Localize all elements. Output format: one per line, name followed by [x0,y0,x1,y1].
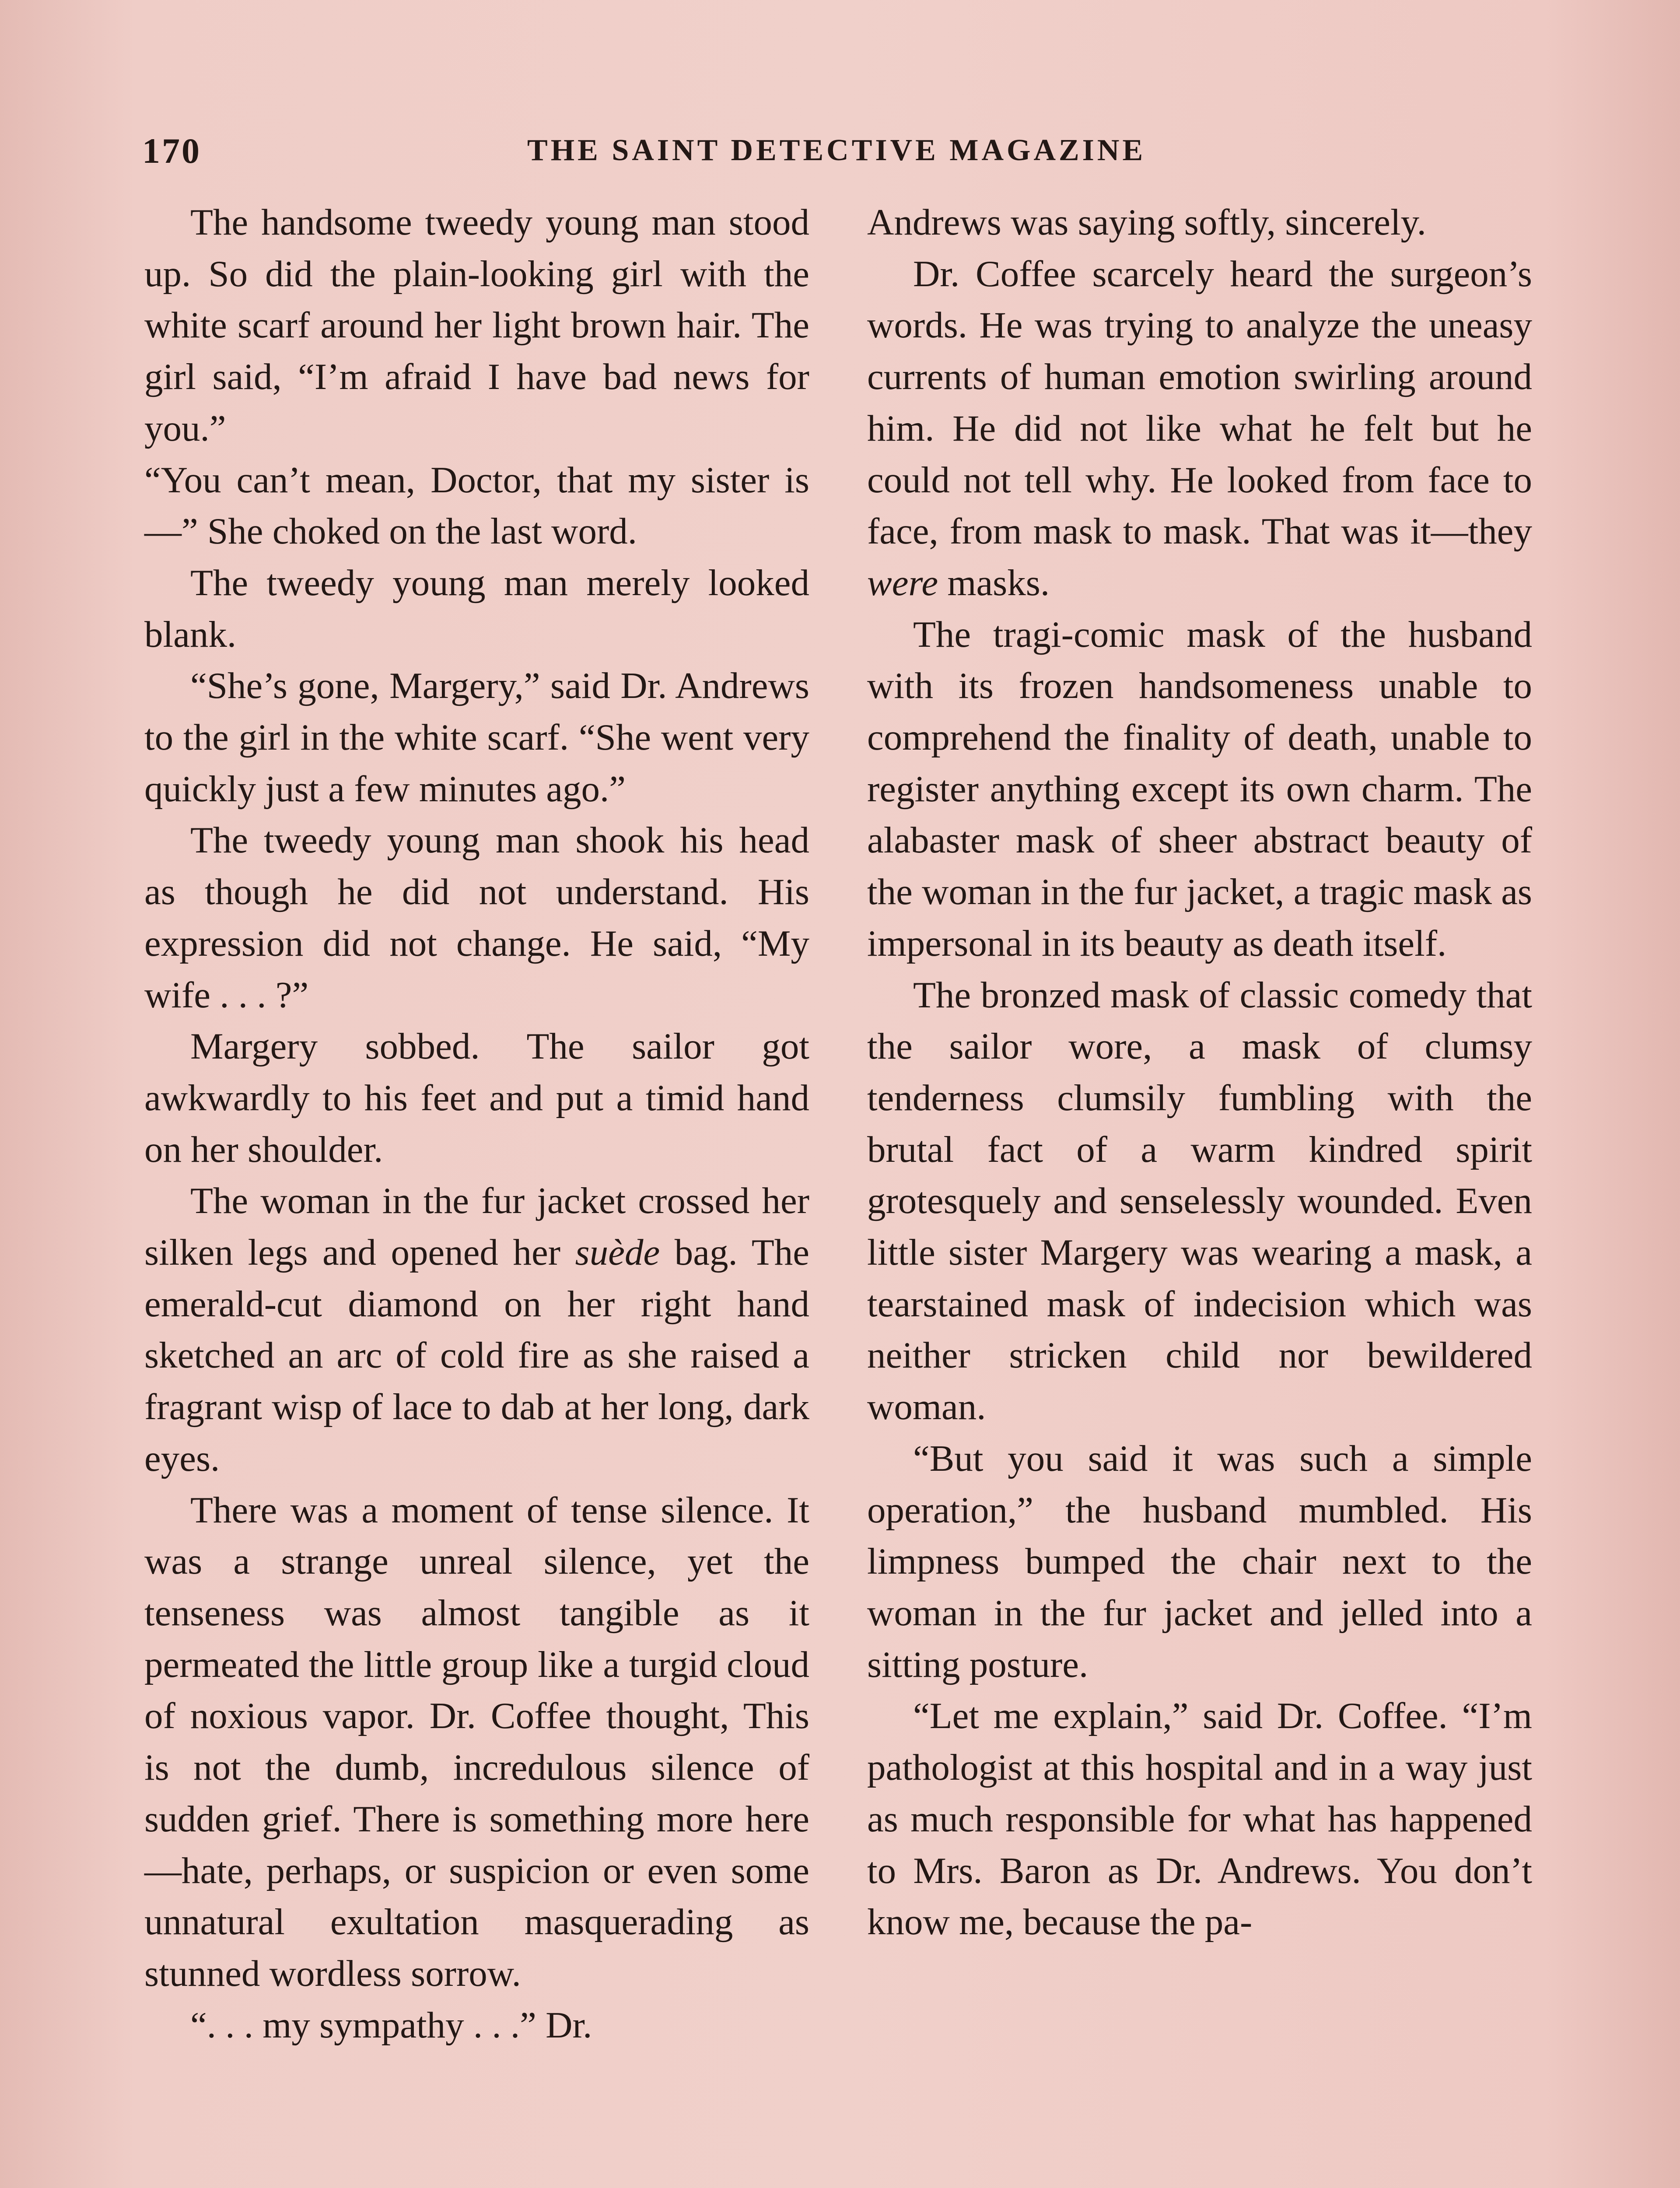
paragraph [144,1175,809,1484]
paragraph: There was a moment of tense silence. It was a strange unreal silence, yet the tenseness was almost tangible as it permeated the little group like a turgid cloud of noxious vapor. Dr. Coffee thought, This is not the dumb, incredulous silence of sudden grief. There is something more here—hate, perhaps, or suspicion or even some unnatural exultation masquerading as stunned wordless sorrow. [144,1489,809,1994]
paragraph: “But you said it was such a simple operation,” the husband mumbled. His limpness bumped the chair next to the woman in the fur jacket and jelled into a sitting posture. [867,1438,1532,1685]
paragraph-text: The woman in the fur jacket crossed her silken legs and opened her [144,1180,809,1273]
paragraph [867,249,1532,609]
italic-word: suède [575,1232,660,1273]
paragraph: Andrews was saying softly, sincerely. [867,202,1426,243]
paragraph-text: Dr. Coffee scarcely heard the surgeon’s words. He was trying to analyze the uneasy currents of human emotion swirling around him. He did not like what he felt but he could not tell why. He looked from face to face, from mask to mask. That was it—they [867,253,1532,552]
paragraph: The bronzed mask of classic comedy that the sailor wore, a mask of clumsy tenderness clumsily fumbling with the brutal fact of a warm kindred spirit grotesquely and senselessly wounded. Even little sister Margery was wearing a mask, a tearstained mask of indecision which was neither stricken child nor bewildered woman. [867,974,1532,1428]
text-column-right [867,197,1532,1948]
paragraph-text: bag. The emerald-cut diamond on her right hand sketched an arc of cold fire as she raised a fragrant wisp of lace to dab at her long, dark eyes. [144,1232,809,1479]
paragraph: “. . . my sympathy . . .” Dr. [190,2004,592,2046]
paragraph: The tweedy young man shook his head as though he did not understand. His expression did not change. He said, “My wife . . . ?” [144,820,809,1016]
paragraph: The handsome tweedy young man stood up. So did the plain-looking girl with the white scarf around her light brown hair. The girl said, “I’m afraid I have bad news for you.” [144,202,809,449]
running-header [142,130,1533,179]
italic-word: were [867,562,938,603]
page-number: 170 [142,131,201,171]
paragraph-text: masks. [938,562,1050,603]
text-column-left [144,197,809,2051]
paragraph: “Let me explain,” said Dr. Coffee. “I’m pathologist at this hospital and in a way just as much responsible for what has happened to Mrs. Baron as Dr. Andrews. You don’t know me, because the pa- [867,1695,1532,1943]
paragraph: “She’s gone, Margery,” said Dr. Andrews to the girl in the white scarf. “She went very quickly just a few minutes ago.” [144,665,809,810]
paragraph: Margery sobbed. The sailor got awkwardly to his feet and put a timid hand on her shoulder. [144,1026,809,1170]
running-title: THE SAINT DETECTIVE MAGAZINE [527,133,1146,167]
paragraph: The tweedy young man merely looked blank. [144,562,809,655]
paragraph: The tragi-comic mask of the husband with its frozen handsomeness unable to comprehend the finality of death, unable to register anything except its own charm. The alabaster mask of sheer abstract beauty of the woman in the fur jacket, a tragic mask as impersonal in its beauty as death itself. [867,614,1532,964]
paragraph: “You can’t mean, Doctor, that my sister is—” She choked on the last word. [144,459,809,552]
